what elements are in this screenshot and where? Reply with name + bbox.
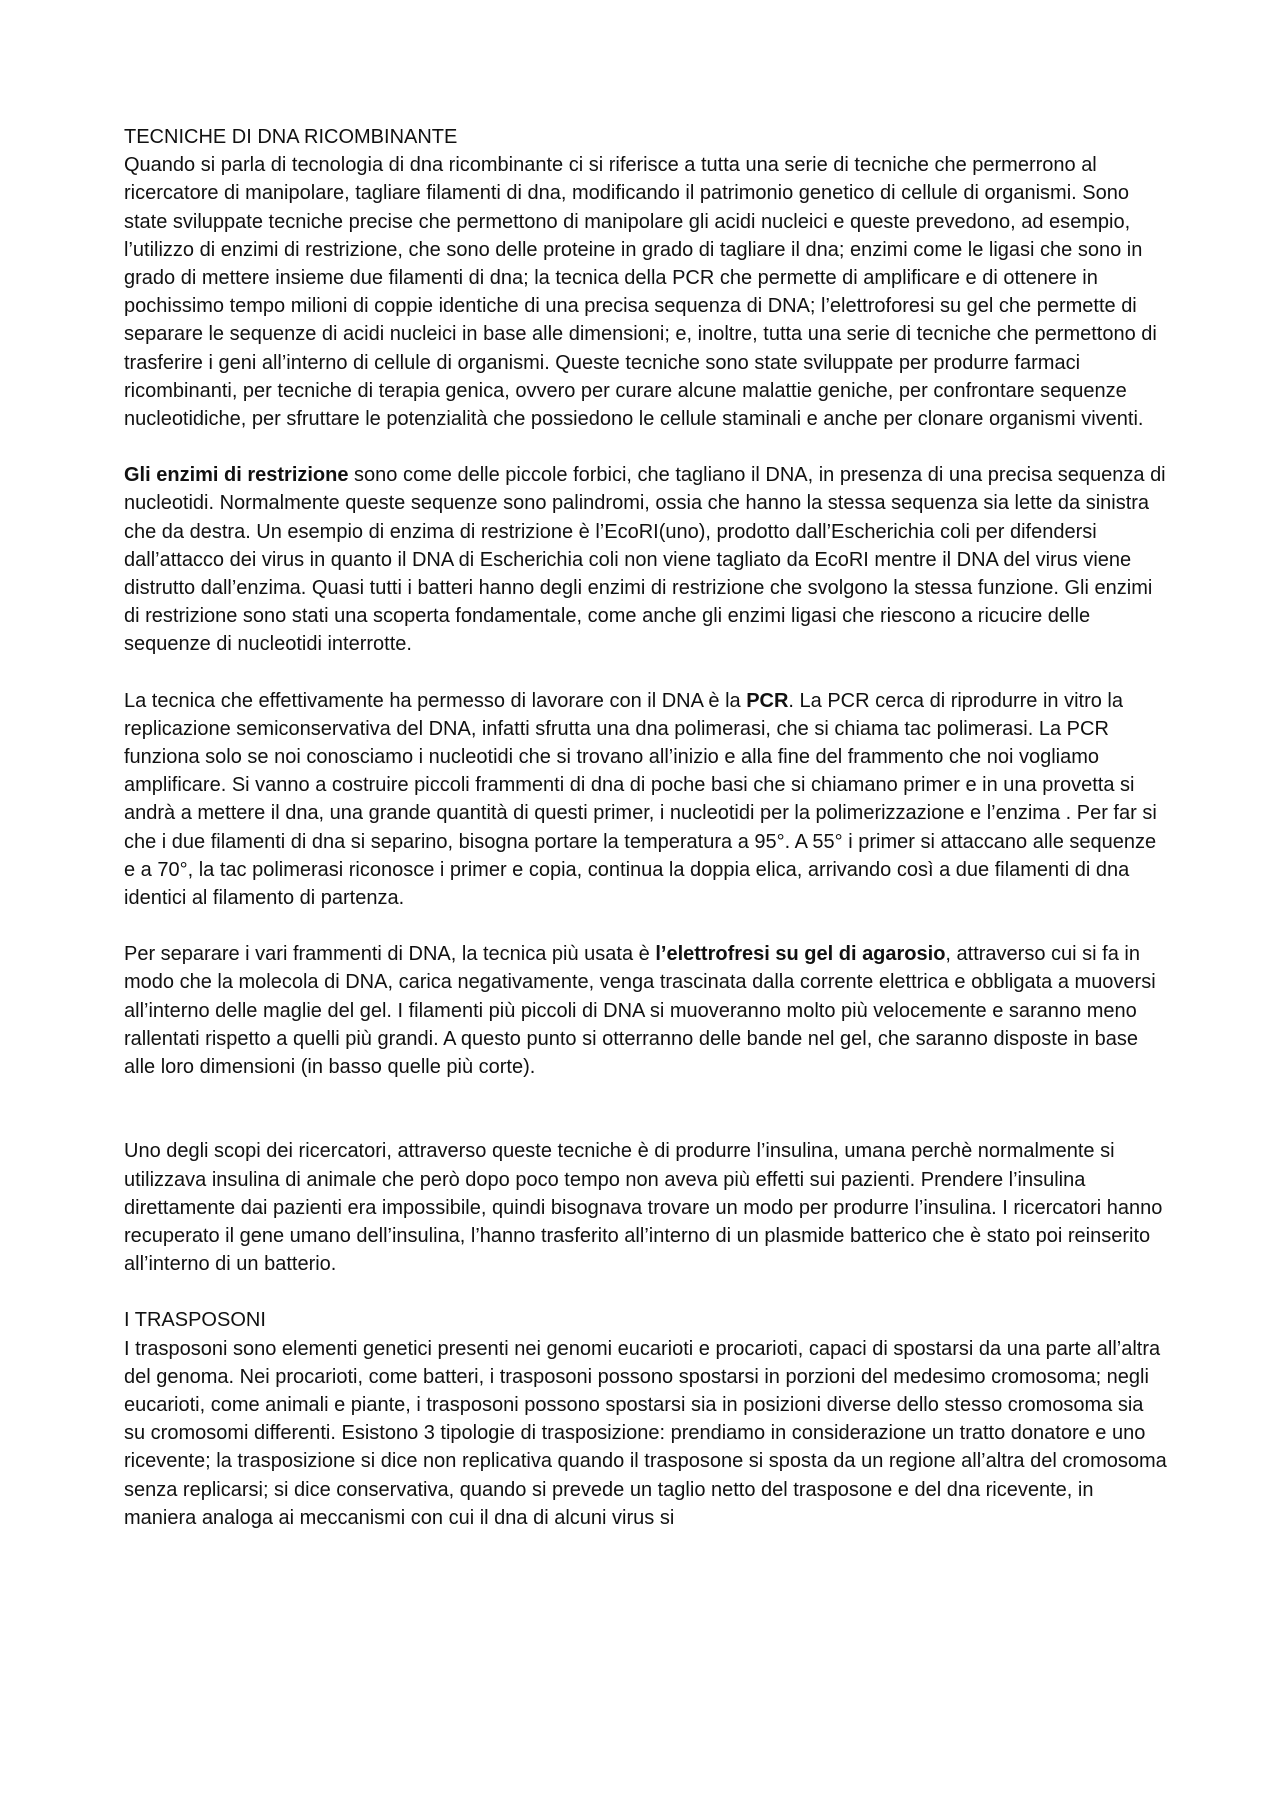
term-electrophoresis: l’elettrofresi su gel di agarosio	[655, 943, 946, 966]
paragraph-gap	[124, 1278, 1170, 1306]
restriction-enzymes-text: sono come delle piccole forbici, che tagliano il DNA, in presenza di una precisa sequenza di nucleotidi. Normalmente queste sequenze sono palindromi, ossia che hanno la stessa sequenza sia lette da sinistra che da destra. Un esempio di enzima di restrizione è l’EcoRI(uno), prodotto dall’Escherichia coli per difendersi dall’attacco dei virus in quanto il DNA di Escherichia coli non viene tagliato da EcoRI mentre il DNA del virus viene distrutto dall’enzima. Quasi tutti i batteri hanno degli enzimi di restrizione che svolgono la stessa funzione. Gli enzimi di restrizione sono stati una scoperta fondamentale, come anche gli enzimi ligasi che riescono a ricucire delle sequenze di nucleotidi interrotte.	[124, 464, 1166, 656]
paragraph-gap	[124, 659, 1170, 687]
paragraph-electrophoresis	[124, 940, 1170, 1081]
pcr-text-before: La tecnica che effettivamente ha permesso di lavorare con il DNA è la	[124, 689, 747, 712]
paragraph-restriction-enzymes	[124, 461, 1170, 658]
term-restriction-enzymes: Gli enzimi di restrizione	[124, 464, 349, 487]
electrophoresis-text-before: Per separare i vari frammenti di DNA, la tecnica più usata è	[124, 943, 656, 966]
paragraph-pcr	[124, 687, 1170, 913]
electrophoresis-text-after: , attraverso cui si fa in modo che la molecola di DNA, carica negativamente, venga trascinata dalla corrente elettrica e obbligata a muoversi all’interno delle maglie del gel. I filamenti più piccoli di DNA si muoveranno molto più velocemente e saranno meno rallentati rispetto a quelli più grandi. A questo punto si otterranno delle bande nel gel, che saranno disposte in base alle loro dimensioni (in basso quelle più corte).	[124, 943, 1156, 1079]
paragraph-insulin: Uno degli scopi dei ricercatori, attraverso queste tecniche è di produrre l’insulina, umana perchè normalmente si utilizzava insulina di animale che però dopo poco tempo non aveva più effetti sui pazienti. Prendere l’insulina direttamente dai pazienti era impossibile, quindi bisognava trovare un modo per produrre l’insulina. I ricercatori hanno recuperato il gene umano dell’insulina, l’hanno trasferito all’interno di un plasmide batterico che è stato poi reinserito all’interno di un batterio.	[124, 1140, 1163, 1276]
section-title-transposons: I TRASPOSONI	[124, 1309, 266, 1332]
document-page	[124, 123, 1170, 1532]
pcr-text-after: . La PCR cerca di riprodurre in vitro la replicazione semiconservativa del DNA, infatti sfrutta una dna polimerasi, che si chiama tac polimerasi. La PCR funziona solo se noi conosciamo i nucleotidi che si trovano all’inizio e alla fine del frammento che noi vogliamo amplificare. Si vanno a costruire piccoli frammenti di dna di poche basi che si chiamano primer e in una provetta si andrà a mettere il dna, una grande quantità di questi primer, i nucleotidi per la polimerizzazione e l’enzima . Per far si che i due filamenti di dna si separino, bisogna portare la temperatura a 95°. A 55° i primer si attaccano alle sequenze e a 70°, la tac polimerasi riconosce i primer e copia, continua la doppia elica, arrivando così a due filamenti di dna identici al filamento di partenza.	[124, 689, 1157, 910]
paragraph-transposons: I trasposoni sono elementi genetici presenti nei genomi eucarioti e procarioti, capaci di spostarsi da una parte all’altra del genoma. Nei procarioti, come batteri, i trasposoni possono spostarsi in porzioni del medesimo cromosoma; negli eucarioti, come animali e piante, i trasposoni possono spostarsi sia in posizioni diverse dello stesso cromosoma sia su cromosomi differenti. Esistono 3 tipologie di trasposizione: prendiamo in considerazione un tratto donatore e uno ricevente; la trasposizione si dice non replicativa quando il trasposone si sposta da un regione all’altra del cromosoma senza replicarsi; si dice conservativa, quando si prevede un taglio netto del trasposone e del dna ricevente, in maniera analoga ai meccanismi con cui il dna di alcuni virus si	[124, 1337, 1167, 1529]
section-title-recombinant-dna: TECNICHE DI DNA RICOMBINANTE	[124, 126, 458, 148]
paragraph-recombinant-dna: Quando si parla di tecnologia di dna ricombinante ci si riferisce a tutta una serie di tecniche che permerrono al ricercatore di manipolare, tagliare filamenti di dna, modificando il patrimonio genetico di cellule di organismi. Sono state sviluppate tecniche precise che permettono di manipolare gli acidi nucleici e queste prevedono, ad esempio, l’utilizzo di enzimi di restrizione, che sono delle proteine in grado di tagliare il dna; enzimi come le ligasi che sono in grado di mettere insieme due filamenti di dna; la tecnica della PCR che permette di amplificare e di ottenere in pochissimo tempo milioni di coppie identiche di una precisa sequenza di DNA; l’elettroforesi su gel che permette di separare le sequenze di acidi nucleici in base alle dimensioni; e, inoltre, tutta una serie di tecniche che permettono di trasferire i geni all’interno di cellule di organismi. Queste tecniche sono state sviluppate per produrre farmaci ricombinanti, per tecniche di terapia genica, ovvero per curare alcune malattie geniche, per confrontare sequenze nucleotidiche, per sfruttare le potenzialità che possiedono le cellule staminali e anche per clonare organismi viventi.	[124, 154, 1157, 431]
paragraph-gap-large	[124, 1081, 1170, 1137]
term-pcr: PCR	[746, 689, 789, 712]
paragraph-gap	[124, 433, 1170, 461]
paragraph-gap	[124, 912, 1170, 940]
